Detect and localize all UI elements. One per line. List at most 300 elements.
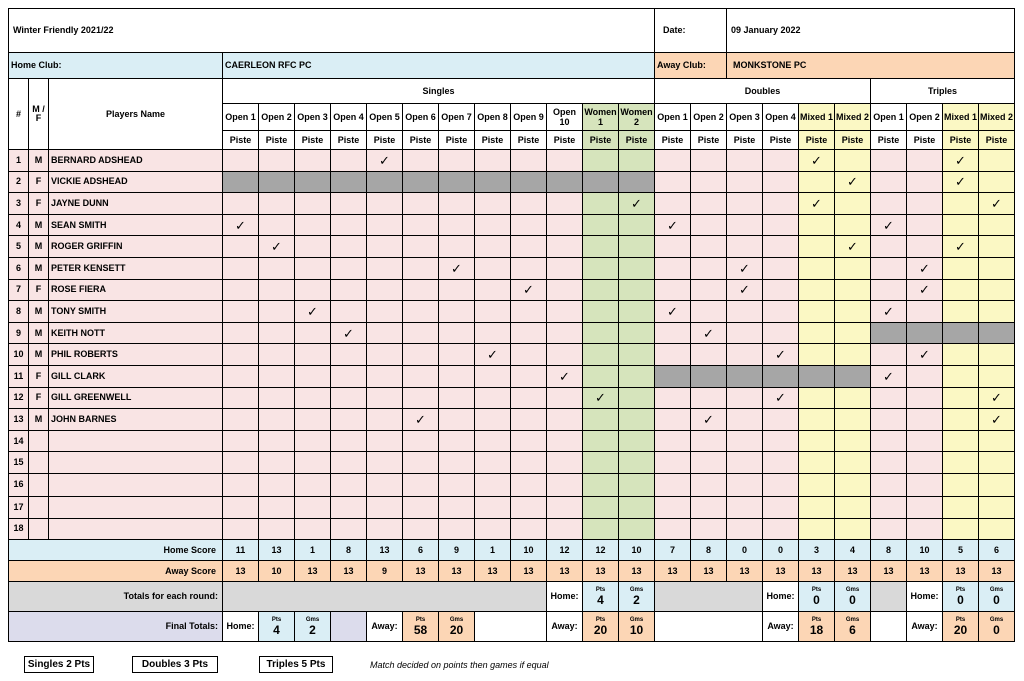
selection-cell[interactable] bbox=[367, 322, 403, 344]
selection-cell[interactable] bbox=[223, 301, 259, 323]
selection-cell[interactable] bbox=[511, 387, 547, 409]
selection-cell[interactable] bbox=[331, 322, 367, 344]
selection-cell[interactable] bbox=[367, 452, 403, 474]
selection-cell[interactable] bbox=[439, 452, 475, 474]
selection-cell[interactable] bbox=[295, 214, 331, 236]
selection-cell[interactable] bbox=[259, 365, 295, 387]
selection-cell[interactable] bbox=[511, 150, 547, 172]
selection-cell[interactable] bbox=[223, 473, 259, 496]
home-score-cell[interactable]: 1 bbox=[295, 540, 331, 561]
selection-cell[interactable] bbox=[619, 473, 655, 496]
selection-cell[interactable] bbox=[799, 150, 835, 172]
selection-cell[interactable] bbox=[295, 409, 331, 431]
selection-cell[interactable] bbox=[367, 171, 403, 193]
away-score-cell[interactable]: 13 bbox=[763, 561, 799, 582]
selection-cell[interactable] bbox=[367, 387, 403, 409]
selection-cell[interactable] bbox=[475, 496, 511, 518]
selection-cell[interactable] bbox=[871, 430, 907, 452]
selection-cell[interactable] bbox=[475, 279, 511, 301]
selection-cell[interactable] bbox=[979, 236, 1015, 258]
selection-cell[interactable] bbox=[547, 214, 583, 236]
away-score-cell[interactable]: 13 bbox=[511, 561, 547, 582]
selection-cell[interactable] bbox=[403, 171, 439, 193]
selection-cell[interactable] bbox=[835, 409, 871, 431]
selection-cell[interactable] bbox=[511, 473, 547, 496]
selection-cell[interactable] bbox=[403, 409, 439, 431]
selection-cell[interactable] bbox=[655, 365, 691, 387]
away-score-cell[interactable]: 13 bbox=[331, 561, 367, 582]
away-score-cell[interactable]: 13 bbox=[547, 561, 583, 582]
selection-cell[interactable] bbox=[259, 452, 295, 474]
selection-cell[interactable] bbox=[511, 279, 547, 301]
selection-cell[interactable] bbox=[583, 301, 619, 323]
selection-cell[interactable] bbox=[871, 193, 907, 215]
selection-cell[interactable] bbox=[907, 518, 943, 540]
selection-cell[interactable] bbox=[331, 365, 367, 387]
selection-cell[interactable] bbox=[331, 301, 367, 323]
away-score-cell[interactable]: 13 bbox=[583, 561, 619, 582]
selection-cell[interactable] bbox=[655, 236, 691, 258]
selection-cell[interactable] bbox=[691, 452, 727, 474]
selection-cell[interactable] bbox=[547, 344, 583, 366]
selection-cell[interactable] bbox=[403, 452, 439, 474]
selection-cell[interactable] bbox=[331, 496, 367, 518]
selection-cell[interactable] bbox=[655, 409, 691, 431]
selection-cell[interactable] bbox=[727, 496, 763, 518]
selection-cell[interactable] bbox=[979, 171, 1015, 193]
selection-cell[interactable] bbox=[655, 496, 691, 518]
selection-cell[interactable] bbox=[259, 214, 295, 236]
selection-cell[interactable] bbox=[655, 150, 691, 172]
selection-cell[interactable] bbox=[439, 193, 475, 215]
selection-cell[interactable] bbox=[367, 518, 403, 540]
selection-cell[interactable] bbox=[799, 322, 835, 344]
selection-cell[interactable] bbox=[331, 409, 367, 431]
selection-cell[interactable] bbox=[907, 236, 943, 258]
selection-cell[interactable] bbox=[943, 322, 979, 344]
home-score-cell[interactable]: 8 bbox=[871, 540, 907, 561]
selection-cell[interactable] bbox=[691, 430, 727, 452]
selection-cell[interactable] bbox=[259, 257, 295, 279]
selection-cell[interactable] bbox=[511, 452, 547, 474]
selection-cell[interactable] bbox=[367, 473, 403, 496]
selection-cell[interactable] bbox=[475, 257, 511, 279]
selection-cell[interactable] bbox=[799, 279, 835, 301]
selection-cell[interactable] bbox=[475, 430, 511, 452]
selection-cell[interactable] bbox=[871, 496, 907, 518]
selection-cell[interactable] bbox=[943, 301, 979, 323]
away-score-cell[interactable]: 13 bbox=[871, 561, 907, 582]
selection-cell[interactable] bbox=[583, 430, 619, 452]
selection-cell[interactable] bbox=[547, 150, 583, 172]
selection-cell[interactable] bbox=[943, 150, 979, 172]
selection-cell[interactable] bbox=[619, 409, 655, 431]
selection-cell[interactable] bbox=[979, 365, 1015, 387]
selection-cell[interactable] bbox=[547, 452, 583, 474]
selection-cell[interactable] bbox=[799, 301, 835, 323]
selection-cell[interactable] bbox=[403, 257, 439, 279]
selection-cell[interactable] bbox=[979, 496, 1015, 518]
selection-cell[interactable] bbox=[727, 214, 763, 236]
selection-cell[interactable] bbox=[223, 452, 259, 474]
selection-cell[interactable] bbox=[835, 473, 871, 496]
selection-cell[interactable] bbox=[655, 193, 691, 215]
selection-cell[interactable] bbox=[907, 279, 943, 301]
selection-cell[interactable] bbox=[979, 214, 1015, 236]
selection-cell[interactable] bbox=[619, 518, 655, 540]
selection-cell[interactable] bbox=[799, 518, 835, 540]
selection-cell[interactable] bbox=[403, 193, 439, 215]
selection-cell[interactable] bbox=[691, 365, 727, 387]
selection-cell[interactable] bbox=[871, 473, 907, 496]
selection-cell[interactable] bbox=[835, 452, 871, 474]
selection-cell[interactable] bbox=[223, 193, 259, 215]
selection-cell[interactable] bbox=[907, 409, 943, 431]
selection-cell[interactable] bbox=[655, 518, 691, 540]
home-score-cell[interactable]: 12 bbox=[583, 540, 619, 561]
selection-cell[interactable] bbox=[943, 496, 979, 518]
selection-cell[interactable] bbox=[979, 301, 1015, 323]
selection-cell[interactable] bbox=[403, 473, 439, 496]
selection-cell[interactable] bbox=[223, 430, 259, 452]
home-score-cell[interactable]: 3 bbox=[799, 540, 835, 561]
selection-cell[interactable] bbox=[727, 365, 763, 387]
selection-cell[interactable] bbox=[367, 496, 403, 518]
selection-cell[interactable] bbox=[223, 322, 259, 344]
selection-cell[interactable] bbox=[583, 518, 619, 540]
selection-cell[interactable] bbox=[691, 473, 727, 496]
selection-cell[interactable] bbox=[943, 452, 979, 474]
selection-cell[interactable] bbox=[943, 236, 979, 258]
selection-cell[interactable] bbox=[547, 496, 583, 518]
selection-cell[interactable] bbox=[727, 171, 763, 193]
selection-cell[interactable] bbox=[835, 430, 871, 452]
selection-cell[interactable] bbox=[655, 214, 691, 236]
selection-cell[interactable] bbox=[907, 473, 943, 496]
selection-cell[interactable] bbox=[583, 257, 619, 279]
selection-cell[interactable] bbox=[367, 214, 403, 236]
selection-cell[interactable] bbox=[979, 150, 1015, 172]
selection-cell[interactable] bbox=[583, 387, 619, 409]
selection-cell[interactable] bbox=[583, 236, 619, 258]
selection-cell[interactable] bbox=[691, 214, 727, 236]
selection-cell[interactable] bbox=[295, 150, 331, 172]
selection-cell[interactable] bbox=[907, 301, 943, 323]
selection-cell[interactable] bbox=[835, 193, 871, 215]
selection-cell[interactable] bbox=[547, 473, 583, 496]
away-score-cell[interactable]: 13 bbox=[655, 561, 691, 582]
selection-cell[interactable] bbox=[511, 518, 547, 540]
selection-cell[interactable] bbox=[475, 473, 511, 496]
selection-cell[interactable] bbox=[439, 496, 475, 518]
selection-cell[interactable] bbox=[295, 365, 331, 387]
selection-cell[interactable] bbox=[475, 387, 511, 409]
away-score-cell[interactable]: 13 bbox=[439, 561, 475, 582]
selection-cell[interactable] bbox=[403, 214, 439, 236]
selection-cell[interactable] bbox=[403, 365, 439, 387]
selection-cell[interactable] bbox=[835, 518, 871, 540]
selection-cell[interactable] bbox=[511, 257, 547, 279]
selection-cell[interactable] bbox=[583, 496, 619, 518]
selection-cell[interactable] bbox=[583, 344, 619, 366]
selection-cell[interactable] bbox=[439, 171, 475, 193]
selection-cell[interactable] bbox=[691, 518, 727, 540]
selection-cell[interactable] bbox=[763, 387, 799, 409]
selection-cell[interactable] bbox=[259, 344, 295, 366]
selection-cell[interactable] bbox=[619, 365, 655, 387]
selection-cell[interactable] bbox=[835, 365, 871, 387]
selection-cell[interactable] bbox=[727, 279, 763, 301]
selection-cell[interactable] bbox=[835, 301, 871, 323]
selection-cell[interactable] bbox=[331, 150, 367, 172]
selection-cell[interactable] bbox=[655, 452, 691, 474]
selection-cell[interactable] bbox=[367, 193, 403, 215]
selection-cell[interactable] bbox=[943, 365, 979, 387]
selection-cell[interactable] bbox=[619, 171, 655, 193]
selection-cell[interactable] bbox=[295, 322, 331, 344]
selection-cell[interactable] bbox=[223, 344, 259, 366]
selection-cell[interactable] bbox=[835, 236, 871, 258]
selection-cell[interactable] bbox=[367, 279, 403, 301]
selection-cell[interactable] bbox=[619, 236, 655, 258]
selection-cell[interactable] bbox=[475, 452, 511, 474]
selection-cell[interactable] bbox=[475, 365, 511, 387]
selection-cell[interactable] bbox=[763, 214, 799, 236]
selection-cell[interactable] bbox=[943, 279, 979, 301]
selection-cell[interactable] bbox=[547, 387, 583, 409]
selection-cell[interactable] bbox=[979, 452, 1015, 474]
selection-cell[interactable] bbox=[943, 518, 979, 540]
selection-cell[interactable] bbox=[619, 279, 655, 301]
selection-cell[interactable] bbox=[403, 430, 439, 452]
selection-cell[interactable] bbox=[223, 257, 259, 279]
selection-cell[interactable] bbox=[871, 279, 907, 301]
selection-cell[interactable] bbox=[691, 279, 727, 301]
selection-cell[interactable] bbox=[439, 150, 475, 172]
selection-cell[interactable] bbox=[547, 430, 583, 452]
home-score-cell[interactable]: 12 bbox=[547, 540, 583, 561]
selection-cell[interactable] bbox=[871, 171, 907, 193]
selection-cell[interactable] bbox=[475, 344, 511, 366]
selection-cell[interactable] bbox=[511, 409, 547, 431]
selection-cell[interactable] bbox=[979, 430, 1015, 452]
selection-cell[interactable] bbox=[583, 452, 619, 474]
selection-cell[interactable] bbox=[295, 236, 331, 258]
selection-cell[interactable] bbox=[799, 193, 835, 215]
selection-cell[interactable] bbox=[583, 473, 619, 496]
selection-cell[interactable] bbox=[691, 496, 727, 518]
selection-cell[interactable] bbox=[727, 301, 763, 323]
selection-cell[interactable] bbox=[835, 257, 871, 279]
selection-cell[interactable] bbox=[475, 322, 511, 344]
selection-cell[interactable] bbox=[907, 496, 943, 518]
home-score-cell[interactable]: 8 bbox=[331, 540, 367, 561]
selection-cell[interactable] bbox=[259, 171, 295, 193]
selection-cell[interactable] bbox=[403, 496, 439, 518]
selection-cell[interactable] bbox=[403, 279, 439, 301]
selection-cell[interactable] bbox=[511, 236, 547, 258]
selection-cell[interactable] bbox=[835, 150, 871, 172]
selection-cell[interactable] bbox=[691, 344, 727, 366]
selection-cell[interactable] bbox=[727, 518, 763, 540]
selection-cell[interactable] bbox=[691, 257, 727, 279]
selection-cell[interactable] bbox=[727, 344, 763, 366]
selection-cell[interactable] bbox=[259, 473, 295, 496]
selection-cell[interactable] bbox=[367, 365, 403, 387]
selection-cell[interactable] bbox=[619, 301, 655, 323]
away-score-cell[interactable]: 13 bbox=[799, 561, 835, 582]
away-score-cell[interactable]: 13 bbox=[943, 561, 979, 582]
selection-cell[interactable] bbox=[583, 322, 619, 344]
selection-cell[interactable] bbox=[979, 473, 1015, 496]
selection-cell[interactable] bbox=[259, 387, 295, 409]
selection-cell[interactable] bbox=[727, 236, 763, 258]
selection-cell[interactable] bbox=[367, 301, 403, 323]
selection-cell[interactable] bbox=[511, 365, 547, 387]
away-score-cell[interactable]: 13 bbox=[475, 561, 511, 582]
selection-cell[interactable] bbox=[547, 322, 583, 344]
away-score-cell[interactable]: 13 bbox=[979, 561, 1015, 582]
away-score-cell[interactable]: 13 bbox=[295, 561, 331, 582]
selection-cell[interactable] bbox=[259, 193, 295, 215]
selection-cell[interactable] bbox=[799, 409, 835, 431]
away-score-cell[interactable]: 13 bbox=[907, 561, 943, 582]
selection-cell[interactable] bbox=[655, 473, 691, 496]
selection-cell[interactable] bbox=[763, 193, 799, 215]
selection-cell[interactable] bbox=[835, 279, 871, 301]
selection-cell[interactable] bbox=[403, 150, 439, 172]
selection-cell[interactable] bbox=[871, 344, 907, 366]
selection-cell[interactable] bbox=[511, 171, 547, 193]
selection-cell[interactable] bbox=[979, 322, 1015, 344]
selection-cell[interactable] bbox=[871, 322, 907, 344]
selection-cell[interactable] bbox=[475, 518, 511, 540]
selection-cell[interactable] bbox=[943, 409, 979, 431]
selection-cell[interactable] bbox=[907, 257, 943, 279]
selection-cell[interactable] bbox=[943, 430, 979, 452]
selection-cell[interactable] bbox=[295, 257, 331, 279]
selection-cell[interactable] bbox=[475, 214, 511, 236]
selection-cell[interactable] bbox=[835, 344, 871, 366]
selection-cell[interactable] bbox=[763, 518, 799, 540]
selection-cell[interactable] bbox=[943, 214, 979, 236]
selection-cell[interactable] bbox=[763, 496, 799, 518]
selection-cell[interactable] bbox=[223, 365, 259, 387]
selection-cell[interactable] bbox=[727, 387, 763, 409]
selection-cell[interactable] bbox=[691, 171, 727, 193]
selection-cell[interactable] bbox=[691, 150, 727, 172]
selection-cell[interactable] bbox=[619, 322, 655, 344]
selection-cell[interactable] bbox=[403, 322, 439, 344]
selection-cell[interactable] bbox=[439, 301, 475, 323]
selection-cell[interactable] bbox=[331, 193, 367, 215]
selection-cell[interactable] bbox=[979, 409, 1015, 431]
selection-cell[interactable] bbox=[871, 387, 907, 409]
selection-cell[interactable] bbox=[223, 387, 259, 409]
selection-cell[interactable] bbox=[547, 409, 583, 431]
selection-cell[interactable] bbox=[295, 430, 331, 452]
selection-cell[interactable] bbox=[871, 518, 907, 540]
selection-cell[interactable] bbox=[367, 344, 403, 366]
selection-cell[interactable] bbox=[907, 214, 943, 236]
selection-cell[interactable] bbox=[799, 387, 835, 409]
selection-cell[interactable] bbox=[511, 214, 547, 236]
selection-cell[interactable] bbox=[583, 171, 619, 193]
selection-cell[interactable] bbox=[331, 387, 367, 409]
selection-cell[interactable] bbox=[295, 344, 331, 366]
selection-cell[interactable] bbox=[583, 193, 619, 215]
home-score-cell[interactable]: 1 bbox=[475, 540, 511, 561]
home-score-cell[interactable]: 11 bbox=[223, 540, 259, 561]
selection-cell[interactable] bbox=[331, 171, 367, 193]
selection-cell[interactable] bbox=[763, 322, 799, 344]
home-score-cell[interactable]: 5 bbox=[943, 540, 979, 561]
selection-cell[interactable] bbox=[691, 409, 727, 431]
selection-cell[interactable] bbox=[655, 257, 691, 279]
home-score-cell[interactable]: 13 bbox=[367, 540, 403, 561]
selection-cell[interactable] bbox=[439, 387, 475, 409]
selection-cell[interactable] bbox=[295, 193, 331, 215]
selection-cell[interactable] bbox=[619, 193, 655, 215]
selection-cell[interactable] bbox=[763, 409, 799, 431]
selection-cell[interactable] bbox=[619, 344, 655, 366]
selection-cell[interactable] bbox=[619, 430, 655, 452]
selection-cell[interactable] bbox=[511, 301, 547, 323]
selection-cell[interactable] bbox=[799, 236, 835, 258]
selection-cell[interactable] bbox=[403, 344, 439, 366]
selection-cell[interactable] bbox=[619, 496, 655, 518]
selection-cell[interactable] bbox=[547, 193, 583, 215]
selection-cell[interactable] bbox=[547, 236, 583, 258]
selection-cell[interactable] bbox=[727, 430, 763, 452]
selection-cell[interactable] bbox=[799, 430, 835, 452]
selection-cell[interactable] bbox=[727, 473, 763, 496]
selection-cell[interactable] bbox=[619, 452, 655, 474]
selection-cell[interactable] bbox=[979, 518, 1015, 540]
selection-cell[interactable] bbox=[979, 193, 1015, 215]
selection-cell[interactable] bbox=[295, 301, 331, 323]
selection-cell[interactable] bbox=[907, 365, 943, 387]
selection-cell[interactable] bbox=[727, 409, 763, 431]
selection-cell[interactable] bbox=[763, 236, 799, 258]
selection-cell[interactable] bbox=[331, 344, 367, 366]
selection-cell[interactable] bbox=[871, 409, 907, 431]
selection-cell[interactable] bbox=[943, 193, 979, 215]
selection-cell[interactable] bbox=[475, 236, 511, 258]
selection-cell[interactable] bbox=[331, 236, 367, 258]
selection-cell[interactable] bbox=[439, 409, 475, 431]
home-score-cell[interactable]: 6 bbox=[403, 540, 439, 561]
home-score-cell[interactable]: 8 bbox=[691, 540, 727, 561]
selection-cell[interactable] bbox=[295, 387, 331, 409]
selection-cell[interactable] bbox=[835, 171, 871, 193]
selection-cell[interactable] bbox=[763, 344, 799, 366]
selection-cell[interactable] bbox=[943, 387, 979, 409]
selection-cell[interactable] bbox=[547, 257, 583, 279]
selection-cell[interactable] bbox=[799, 473, 835, 496]
selection-cell[interactable] bbox=[619, 257, 655, 279]
selection-cell[interactable] bbox=[799, 496, 835, 518]
selection-cell[interactable] bbox=[403, 236, 439, 258]
selection-cell[interactable] bbox=[799, 344, 835, 366]
selection-cell[interactable] bbox=[871, 365, 907, 387]
selection-cell[interactable] bbox=[259, 409, 295, 431]
selection-cell[interactable] bbox=[259, 236, 295, 258]
selection-cell[interactable] bbox=[223, 496, 259, 518]
selection-cell[interactable] bbox=[979, 344, 1015, 366]
selection-cell[interactable] bbox=[835, 387, 871, 409]
home-score-cell[interactable]: 9 bbox=[439, 540, 475, 561]
